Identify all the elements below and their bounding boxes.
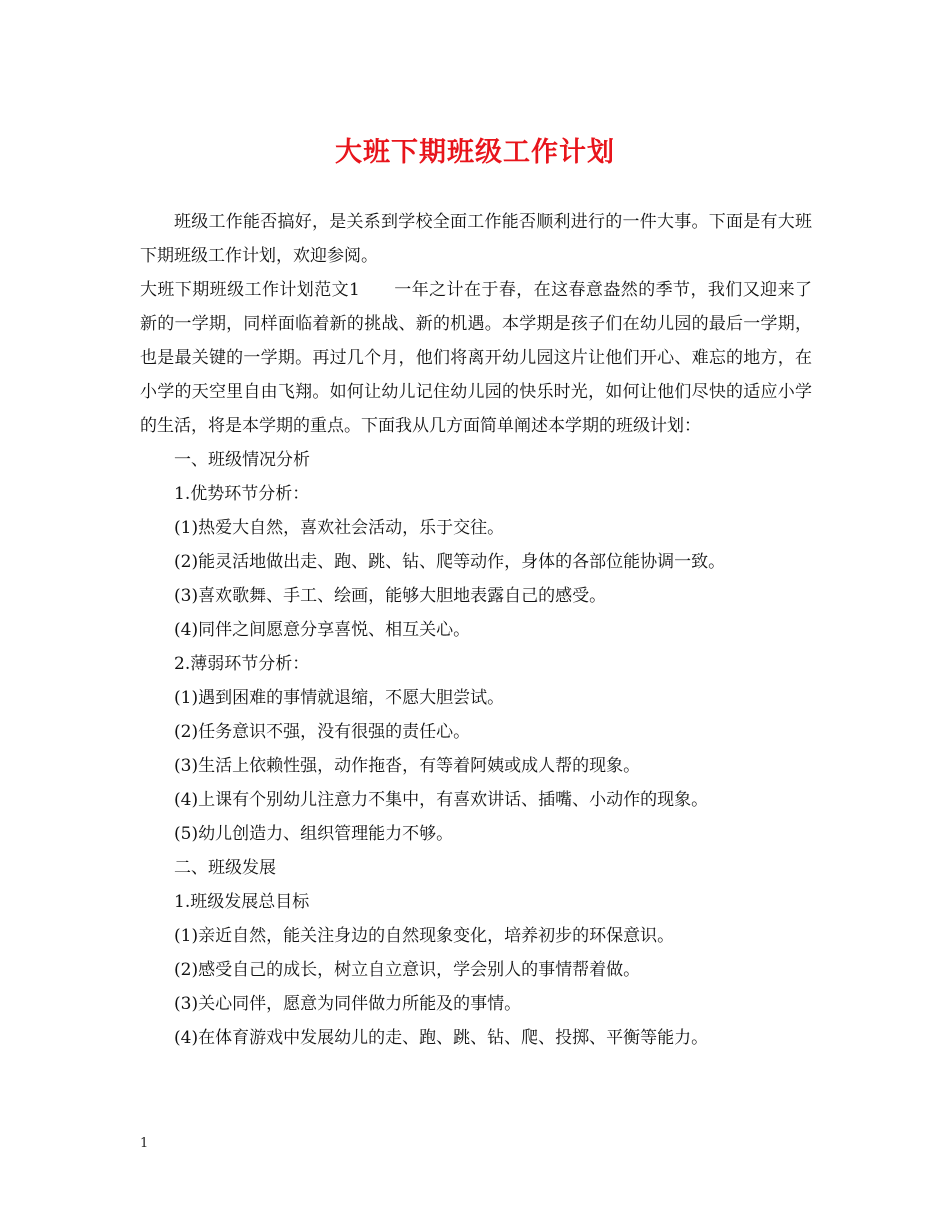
list-item: (1)遇到困难的事情就退缩，不愿大胆尝试。 <box>174 688 505 708</box>
example-paragraph <box>140 273 812 443</box>
section-heading: 一、班级情况分析 <box>174 450 310 470</box>
list-item: (1)亲近自然，能关注身边的自然现象变化，培养初步的环保意识。 <box>174 926 675 946</box>
document-body <box>140 205 812 1055</box>
list-item: (2)任务意识不强，没有很强的责任心。 <box>174 722 471 742</box>
intro-paragraph: 班级工作能否搞好，是关系到学校全面工作能否顺利进行的一件大事。下面是有大班下期班级工作计划，欢迎参阅。 <box>140 212 812 266</box>
list-item: (5)幼儿创造力、组织管理能力不够。 <box>174 824 454 844</box>
example-text: 一年之计在于春，在这春意盎然的季节，我们又迎来了新的一学期，同样面临着新的挑战、新的机遇。本学期是孩子们在幼儿园的最后一学期，也是最关键的一学期。再过几个月，他们将离开幼儿园这片让他们开心、难忘的地方，在小学的天空里自由飞翔。如何让幼儿记住幼儿园的快乐时光，如何让他们尽快的适应小学的生活，将是本学期的重点。下面我从几方面简单阐述本学期的班级计划： <box>140 280 812 436</box>
list-item: (3)关心同伴，愿意为同伴做力所能及的事情。 <box>174 994 522 1014</box>
list-item: (4)上课有个别幼儿注意力不集中，有喜欢讲话、插嘴、小动作的现象。 <box>174 790 709 810</box>
subsection-heading: 1.优势环节分析： <box>174 484 310 504</box>
example-heading: 大班下期班级工作计划范文1 <box>140 280 360 300</box>
subsection-heading: 2.薄弱环节分析： <box>174 654 310 674</box>
list-item: (4)在体育游戏中发展幼儿的走、跑、跳、钻、爬、投掷、平衡等能力。 <box>174 1028 709 1048</box>
subsection-heading: 1.班级发展总目标 <box>174 892 310 912</box>
document-title: 大班下期班级工作计划 <box>335 137 615 168</box>
list-item: (4)同伴之间愿意分享喜悦、相互关心。 <box>174 620 471 640</box>
list-item: (2)能灵活地做出走、跑、跳、钻、爬等动作，身体的各部位能协调一致。 <box>174 552 726 572</box>
list-item: (2)感受自己的成长，树立自立意识，学会别人的事情帮着做。 <box>174 960 641 980</box>
page-number: 1 <box>140 1136 149 1151</box>
section-heading: 二、班级发展 <box>174 858 276 878</box>
list-item: (3)喜欢歌舞、手工、绘画，能够大胆地表露自己的感受。 <box>174 586 607 606</box>
list-item: (3)生活上依赖性强，动作拖沓，有等着阿姨或成人帮的现象。 <box>174 756 641 776</box>
list-item: (1)热爱大自然，喜欢社会活动，乐于交往。 <box>174 518 505 538</box>
